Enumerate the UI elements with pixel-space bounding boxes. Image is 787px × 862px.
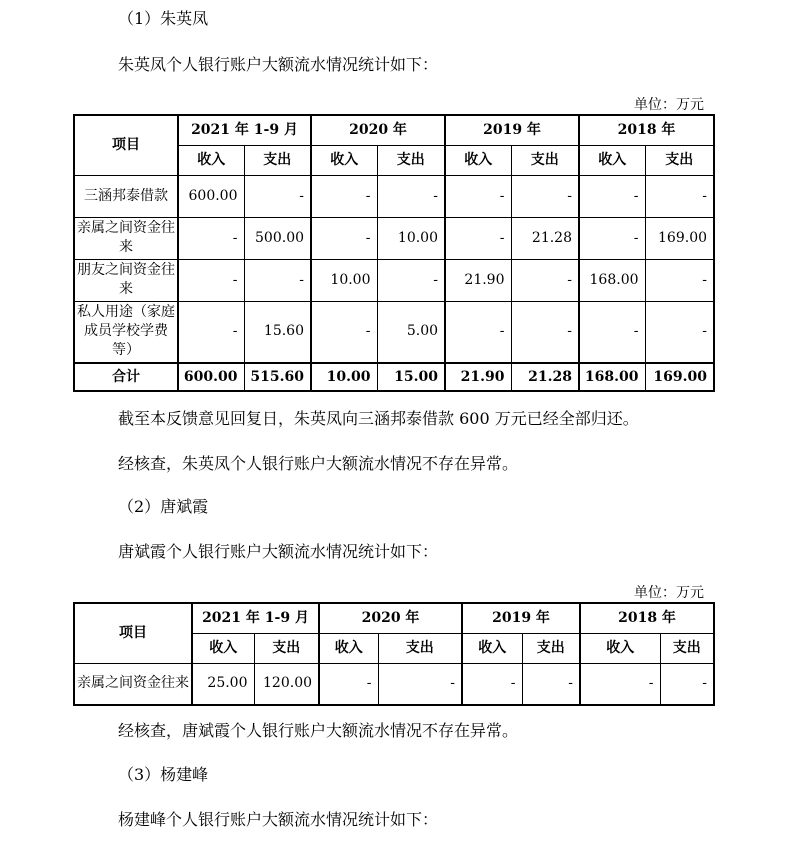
section-1-para-1: 截至本反馈意见回复日，朱英凤向三涵邦泰借款 600 万元已经全部归还。 <box>118 409 639 428</box>
table-row <box>74 259 714 301</box>
cell: - <box>645 301 714 363</box>
year-header: 2021 年 1-9 月 <box>192 603 319 633</box>
cell: - <box>244 259 311 301</box>
section-2-heading: （2）唐斌霞 <box>118 497 209 516</box>
item-header: 项目 <box>74 603 192 663</box>
total-label: 合计 <box>74 363 178 391</box>
cell: 500.00 <box>244 217 311 259</box>
sub-header: 支出 <box>660 633 714 663</box>
sub-header: 支出 <box>522 633 580 663</box>
cell: 21.28 <box>511 217 579 259</box>
sub-header: 收入 <box>192 633 254 663</box>
cell: 15.60 <box>244 301 311 363</box>
total-cell: 169.00 <box>645 363 714 391</box>
cell: - <box>311 175 377 217</box>
cell: - <box>311 301 377 363</box>
cell: - <box>311 217 377 259</box>
total-cell: 21.28 <box>511 363 579 391</box>
cell: - <box>178 301 244 363</box>
sub-header: 支出 <box>377 145 445 175</box>
row-label: 三涵邦泰借款 <box>74 175 178 217</box>
section-2-unit: 单位：万元 <box>634 585 704 601</box>
sub-header: 收入 <box>178 145 244 175</box>
year-header: 2021 年 1-9 月 <box>178 115 311 145</box>
sub-header: 收入 <box>319 633 378 663</box>
sub-header: 收入 <box>311 145 377 175</box>
sub-header: 收入 <box>462 633 522 663</box>
sub-header: 支出 <box>645 145 714 175</box>
sub-header: 收入 <box>580 633 660 663</box>
cell: - <box>445 301 511 363</box>
year-header: 2020 年 <box>319 603 462 633</box>
cell: - <box>511 259 579 301</box>
sub-header: 支出 <box>254 633 319 663</box>
cell: 5.00 <box>377 301 445 363</box>
section-3-heading: （3）杨建峰 <box>118 765 209 784</box>
cell: - <box>378 663 462 705</box>
table-row <box>74 175 714 217</box>
cell: - <box>579 301 645 363</box>
cell: - <box>579 217 645 259</box>
row-label: 朋友之间资金往来 <box>74 259 178 301</box>
section-2-intro: 唐斌霞个人银行账户大额流水情况统计如下： <box>118 542 439 561</box>
total-cell: 168.00 <box>579 363 645 391</box>
cell: - <box>445 175 511 217</box>
sub-header: 支出 <box>378 633 462 663</box>
cell: 10.00 <box>377 217 445 259</box>
section-1-para-2: 经核查，朱英凤个人银行账户大额流水情况不存在异常。 <box>118 454 519 473</box>
cell: - <box>522 663 580 705</box>
cell: - <box>645 175 714 217</box>
table-row <box>74 217 714 259</box>
sub-header: 收入 <box>445 145 511 175</box>
cell: - <box>580 663 660 705</box>
section-2-table <box>73 602 715 706</box>
cell: - <box>462 663 522 705</box>
cell: - <box>319 663 378 705</box>
row-label: 亲属之间资金往来 <box>74 217 178 259</box>
cell: - <box>511 175 579 217</box>
section-2-para-1: 经核查，唐斌霞个人银行账户大额流水情况不存在异常。 <box>118 721 519 740</box>
cell: 25.00 <box>192 663 254 705</box>
cell: - <box>178 259 244 301</box>
cell: - <box>660 663 714 705</box>
total-cell: 15.00 <box>377 363 445 391</box>
sub-header: 支出 <box>511 145 579 175</box>
row-label: 亲属之间资金往来 <box>74 663 192 705</box>
total-cell: 600.00 <box>178 363 244 391</box>
section-1-unit: 单位：万元 <box>634 97 704 113</box>
section-1-intro: 朱英凤个人银行账户大额流水情况统计如下： <box>118 55 439 74</box>
table-row <box>74 663 714 705</box>
total-cell: 10.00 <box>311 363 377 391</box>
cell: 169.00 <box>645 217 714 259</box>
cell: 120.00 <box>254 663 319 705</box>
cell: - <box>511 301 579 363</box>
year-header: 2019 年 <box>462 603 580 633</box>
sub-header: 收入 <box>579 145 645 175</box>
total-row <box>74 363 714 391</box>
section-1-heading: （1）朱英凤 <box>118 9 209 28</box>
cell: - <box>579 175 645 217</box>
section-3-intro: 杨建峰个人银行账户大额流水情况统计如下： <box>118 810 439 829</box>
year-header: 2018 年 <box>580 603 714 633</box>
cell: - <box>377 259 445 301</box>
cell: - <box>244 175 311 217</box>
sub-header: 支出 <box>244 145 311 175</box>
year-header: 2018 年 <box>579 115 714 145</box>
year-header: 2020 年 <box>311 115 445 145</box>
year-header: 2019 年 <box>445 115 579 145</box>
cell: 168.00 <box>579 259 645 301</box>
cell: - <box>178 217 244 259</box>
total-cell: 515.60 <box>244 363 311 391</box>
cell: 21.90 <box>445 259 511 301</box>
cell: - <box>645 259 714 301</box>
item-header: 项目 <box>74 115 178 175</box>
cell: 600.00 <box>178 175 244 217</box>
cell: 10.00 <box>311 259 377 301</box>
total-cell: 21.90 <box>445 363 511 391</box>
table-row <box>74 301 714 363</box>
cell: - <box>377 175 445 217</box>
row-label: 私人用途（家庭成员学校学费等） <box>74 301 178 363</box>
section-1-table <box>73 114 715 392</box>
cell: - <box>445 217 511 259</box>
